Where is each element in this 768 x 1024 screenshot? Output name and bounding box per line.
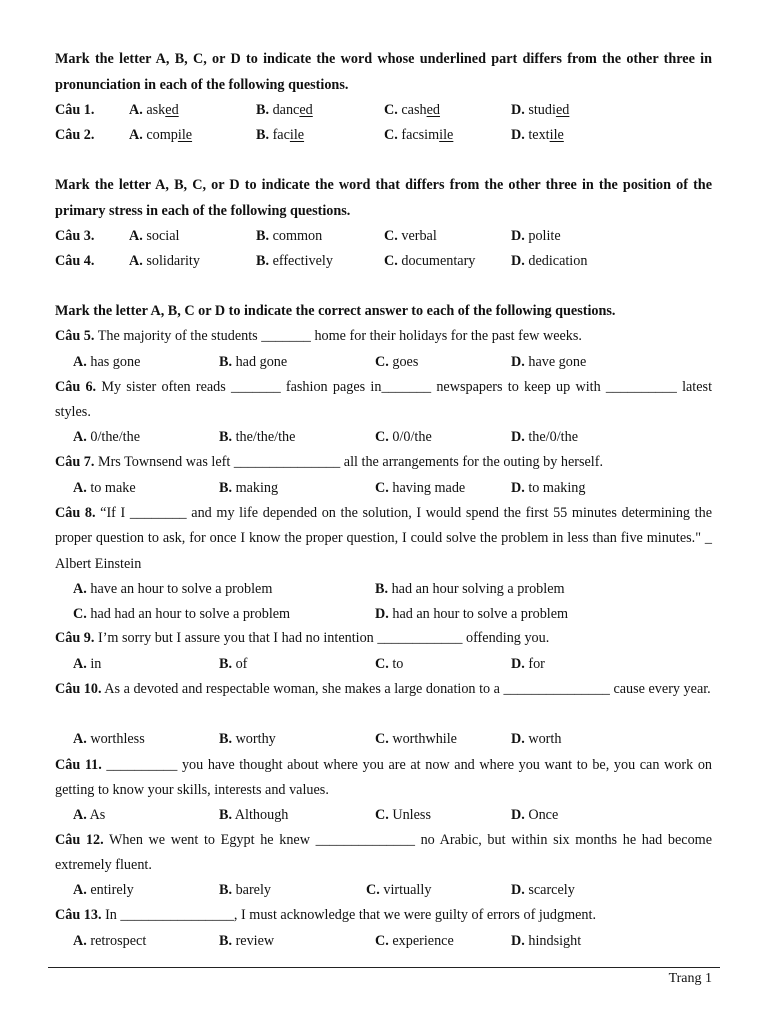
question-text: Câu 12. When we went to Egypt he knew ______________ no Arabic, but within six months he had become extremely fluent. bbox=[55, 832, 713, 874]
options-row bbox=[55, 476, 712, 501]
option-b: B. had an hour solving a problem bbox=[375, 581, 565, 597]
question-text: Câu 13. In ________________, I must acknowledge that we were guilty of errors of judgment. bbox=[55, 907, 596, 923]
option-a: A. worthless bbox=[73, 731, 145, 747]
options-row bbox=[55, 878, 712, 903]
option-d: D. dedication bbox=[511, 253, 588, 269]
question-text: Câu 11. __________ you have thought about where you are at now and where you want to be, you can work on getting to know your skills, interests and values. bbox=[55, 757, 713, 799]
option-a: A. As bbox=[73, 807, 106, 823]
option-c: C. worthwhile bbox=[375, 731, 457, 747]
option-c: C. Unless bbox=[375, 807, 431, 823]
question-text: Câu 10. As a devoted and respectable woman, she makes a large donation to a _______________ cause every year. bbox=[55, 681, 711, 697]
option-b: B. common bbox=[256, 228, 323, 244]
option-b: B. review bbox=[219, 933, 275, 949]
options-row bbox=[55, 577, 712, 602]
option-c: C. having made bbox=[375, 480, 466, 496]
question-text: Câu 8. “If I ________ and my life depended on the solution, I would spend the first 55 minutes determining the proper question to ask, for once I know the proper question, I could solve the problem in less than five minutes." _ Albert Einstein bbox=[55, 505, 712, 572]
option-b: B. barely bbox=[219, 882, 272, 898]
option-a: A. retrospect bbox=[73, 933, 147, 949]
stress-instruction: Mark the letter A, B, C, or D to indicate the word that differs from the other three in the position of the primary stress in each of the following questions. bbox=[55, 177, 712, 219]
option-a: A. has gone bbox=[73, 354, 141, 370]
option-d: D. hindsight bbox=[511, 933, 582, 949]
options-row bbox=[55, 652, 712, 677]
option-d: D. polite bbox=[511, 228, 561, 244]
question-text: Câu 7. Mrs Townsend was left _______________ all the arrangements for the outing by herself. bbox=[55, 454, 604, 470]
option-c: C. to bbox=[375, 656, 404, 672]
option-d: D. Once bbox=[511, 807, 559, 823]
option-a: A. entirely bbox=[73, 882, 134, 898]
option-a: A. 0/the/the bbox=[73, 429, 140, 445]
option-b: B. had gone bbox=[219, 354, 288, 370]
option-c: C. facsimile bbox=[384, 127, 454, 143]
options-row bbox=[55, 803, 712, 828]
option-b: B. danced bbox=[256, 102, 313, 118]
option-a: A. asked bbox=[129, 102, 179, 118]
question-text: Câu 6. My sister often reads _______ fashion pages in_______ newspapers to keep up with __________ latest styles. bbox=[55, 379, 713, 421]
options-row bbox=[55, 425, 712, 450]
option-c: C. experience bbox=[375, 933, 454, 949]
option-d: D. have gone bbox=[511, 354, 587, 370]
option-d: D. the/0/the bbox=[511, 429, 578, 445]
question-row bbox=[55, 249, 712, 274]
option-d: D. to making bbox=[511, 480, 586, 496]
option-c: C. verbal bbox=[384, 228, 437, 244]
option-a: A. in bbox=[73, 656, 102, 672]
option-a: A. to make bbox=[73, 480, 136, 496]
options-row bbox=[55, 602, 712, 627]
options-row bbox=[55, 929, 712, 954]
option-b: B. effectively bbox=[256, 253, 333, 269]
option-d: D. worth bbox=[511, 731, 562, 747]
option-b: B. Although bbox=[219, 807, 289, 823]
page-number: Trang 1 bbox=[668, 971, 712, 986]
pronunciation-instruction: Mark the letter A, B, C, or D to indicate the word whose underlined part differs from the other three in pronunciation in each of the following questions. bbox=[55, 51, 712, 93]
grammar-instruction: Mark the letter A, B, C or D to indicate the correct answer to each of the following questions. bbox=[55, 303, 616, 319]
question-row bbox=[55, 98, 712, 123]
question-row bbox=[55, 224, 712, 249]
option-b: B. making bbox=[219, 480, 279, 496]
question-number: Câu 3. bbox=[55, 228, 95, 244]
option-c: C. goes bbox=[375, 354, 419, 370]
option-b: B. of bbox=[219, 656, 248, 672]
question-number: Câu 4. bbox=[55, 253, 95, 269]
option-d: D. had an hour to solve a problem bbox=[375, 606, 569, 622]
option-d: D. textile bbox=[511, 127, 564, 143]
options-row bbox=[55, 350, 712, 375]
option-b: B. worthy bbox=[219, 731, 276, 747]
option-b: B. the/the/the bbox=[219, 429, 296, 445]
footer-divider bbox=[48, 967, 720, 968]
option-c: C. virtually bbox=[366, 882, 432, 898]
option-a: A. social bbox=[129, 228, 180, 244]
option-c: C. documentary bbox=[384, 253, 476, 269]
option-c: C. cashed bbox=[384, 102, 440, 118]
question-text: Câu 5. The majority of the students _______ home for their holidays for the past few weeks. bbox=[55, 328, 582, 344]
option-c: C. had had an hour to solve a problem bbox=[73, 606, 291, 622]
option-d: D. for bbox=[511, 656, 545, 672]
question-number: Câu 1. bbox=[55, 102, 95, 118]
question-number: Câu 2. bbox=[55, 127, 95, 143]
option-d: D. studied bbox=[511, 102, 570, 118]
option-a: A. compile bbox=[129, 127, 193, 143]
option-d: D. scarcely bbox=[511, 882, 575, 898]
question-row bbox=[55, 123, 712, 148]
question-text: Câu 9. I’m sorry but I assure you that I had no intention ____________ offending you. bbox=[55, 630, 550, 646]
option-b: B. facile bbox=[256, 127, 305, 143]
option-a: A. solidarity bbox=[129, 253, 200, 269]
option-a: A. have an hour to solve a problem bbox=[73, 581, 273, 597]
options-row bbox=[55, 727, 712, 752]
option-c: C. 0/0/the bbox=[375, 429, 432, 445]
